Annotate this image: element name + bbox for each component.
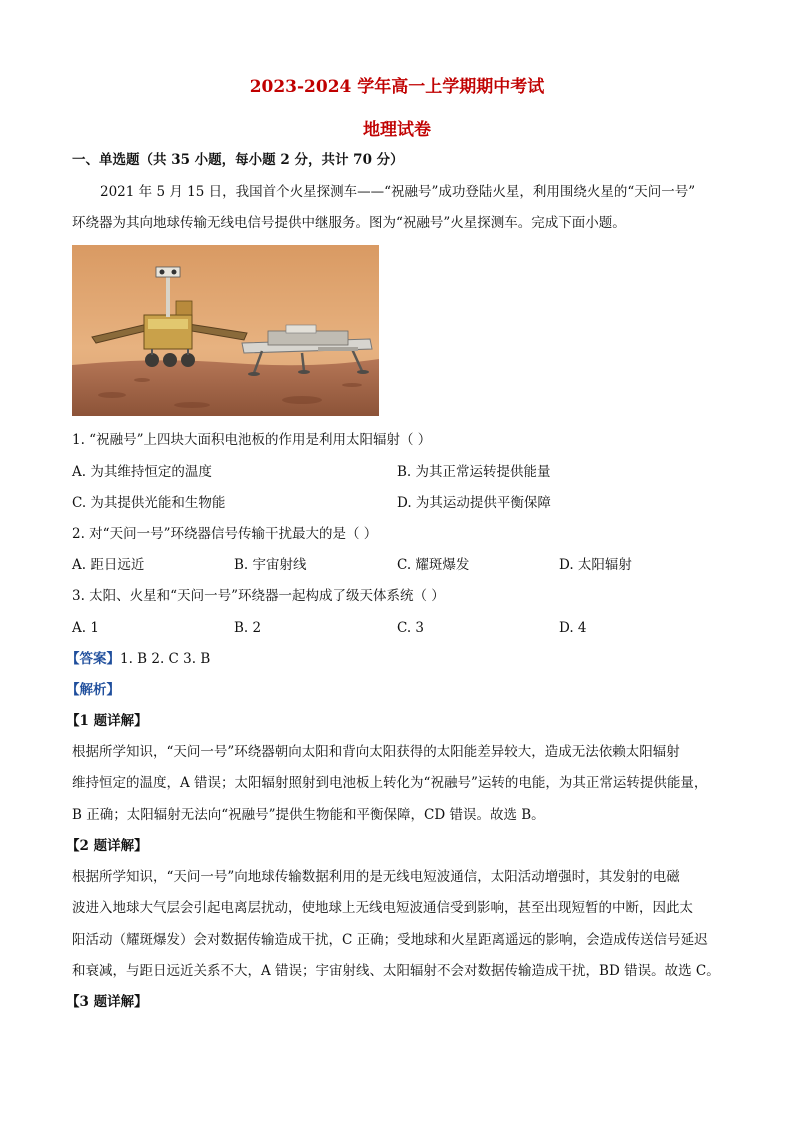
- question-3-stem: 3. 太阳、火星和“天问一号”环绕器一起构成了级天体系统（ ）: [72, 588, 445, 604]
- mars-rover-photo: [72, 245, 379, 416]
- question-3-option-d: D. 4: [559, 620, 587, 636]
- q1-detail-line-3: B 正确；太阳辐射无法向“祝融号”提供生物能和平衡保障，CD 错误。故选 B。: [72, 807, 545, 823]
- answer-tag: 【答案】: [66, 651, 120, 667]
- question-2-option-a: A. 距日远近: [72, 557, 145, 573]
- section-heading: 一、单选题（共 35 小题，每小题 2 分，共计 70 分）: [72, 152, 404, 168]
- question-2-option-c: C. 耀斑爆发: [397, 557, 470, 573]
- q3-detail-heading: 【3 题详解】: [66, 994, 148, 1010]
- page-title: 2023-2024 学年高一上学期期中考试: [249, 77, 545, 97]
- answer-text: 1. B 2. C 3. B: [120, 651, 211, 667]
- intro-line-2: 环绕器为其向地球传输无线电信号提供中继服务。图为“祝融号”火星探测车。完成下面小题。: [72, 215, 626, 231]
- analysis-tag: 【解析】: [66, 682, 120, 698]
- question-1-stem: 1. “祝融号”上四块大面积电池板的作用是利用太阳辐射（ ）: [72, 432, 432, 448]
- q2-detail-line-2: 波进入地球大气层会引起电离层扰动，使地球上无线电短波通信受到影响，甚至出现短暂的中断，因此太: [72, 900, 693, 916]
- question-1-option-d: D. 为其运动提供平衡保障: [397, 495, 551, 511]
- question-3-option-b: B. 2: [234, 620, 262, 636]
- question-2-option-b: B. 宇宙射线: [234, 557, 307, 573]
- intro-line-1: 2021 年 5 月 15 日，我国首个火星探测车——“祝融号”成功登陆火星，利用围绕火星的“天问一号”: [100, 184, 696, 200]
- q2-detail-heading: 【2 题详解】: [66, 838, 148, 854]
- q1-detail-heading: 【1 题详解】: [66, 713, 148, 729]
- question-3-option-c: C. 3: [397, 620, 425, 636]
- q2-detail-line-4: 和衰减，与距日远近关系不大，A 错误；宇宙射线、太阳辐射不会对数据传输造成干扰，BD 错误。故选 C。: [72, 963, 720, 979]
- question-3-option-a: A. 1: [72, 620, 99, 636]
- q1-detail-line-2: 维持恒定的温度，A 错误；太阳辐射照射到电池板上转化为“祝融号”运转的电能，为其正常运转提供能量，: [72, 775, 708, 791]
- question-1-option-c: C. 为其提供光能和生物能: [72, 495, 226, 511]
- answer-row: [66, 650, 210, 668]
- question-2-stem: 2. 对“天问一号”环绕器信号传输干扰最大的是（ ）: [72, 526, 378, 542]
- q2-detail-line-1: 根据所学知识，“天问一号”向地球传输数据利用的是无线电短波通信，太阳活动增强时，其发射的电磁: [72, 869, 680, 885]
- question-2-option-d: D. 太阳辐射: [559, 557, 632, 573]
- page-subtitle: 地理试卷: [363, 120, 431, 140]
- question-1-option-b: B. 为其正常运转提供能量: [397, 464, 551, 480]
- question-1-option-a: A. 为其维持恒定的温度: [72, 464, 212, 480]
- mars-rover-photo-icon: [72, 245, 379, 416]
- q2-detail-line-3: 阳活动（耀斑爆发）会对数据传输造成干扰，C 正确；受地球和火星距离遥远的影响，会造成传送信号延迟: [72, 932, 708, 948]
- q1-detail-line-1: 根据所学知识，“天问一号”环绕器朝向太阳和背向太阳获得的太阳能差异较大，造成无法依赖太阳辐射: [72, 744, 680, 760]
